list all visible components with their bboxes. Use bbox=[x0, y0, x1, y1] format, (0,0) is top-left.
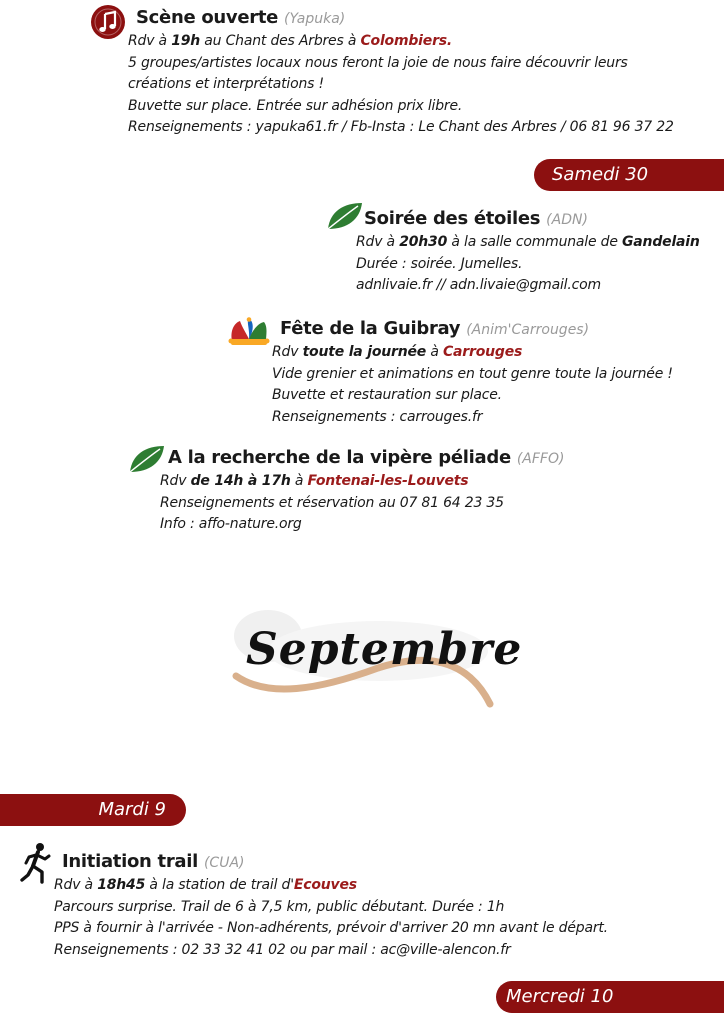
jester-hat-icon bbox=[226, 317, 272, 347]
month-heading bbox=[228, 606, 523, 716]
month-title: Septembre bbox=[246, 624, 523, 675]
event-contact: Renseignements : carrouges.fr bbox=[272, 408, 483, 425]
event-fete-guibray bbox=[272, 317, 673, 428]
event-vipere-peliade bbox=[160, 446, 564, 536]
event-rdv: Rdv à 18h45 à la station de trail d'Ecouves bbox=[54, 877, 357, 893]
event-title: Soirée des étoiles (ADN) bbox=[364, 208, 588, 229]
event-soiree-etoiles bbox=[356, 207, 700, 297]
event-description: Vide grenier et animations en tout genre toute la journée ! bbox=[272, 365, 673, 382]
event-rdv: Rdv de 14h à 17h à Fontenai-les-Louvets bbox=[160, 473, 469, 489]
event-organizer: (Yapuka) bbox=[284, 11, 346, 27]
event-rdv: Rdv à 19h au Chant des Arbres à Colombiers. bbox=[128, 33, 453, 49]
day-tab-mercredi: Mercredi 10 bbox=[496, 981, 724, 1013]
day-tab-mardi: Mardi 9 bbox=[0, 794, 186, 826]
event-contact: Info : affo-nature.org bbox=[160, 516, 302, 533]
event-contact: Renseignements : 02 33 32 41 02 ou par mail : ac@ville-alencon.fr bbox=[54, 941, 511, 958]
event-description: PPS à fournir à l'arrivée - Non-adhérents, prévoir d'arriver 20 mn avant le départ. bbox=[54, 920, 608, 937]
event-initiation-trail bbox=[54, 850, 608, 961]
event-title: A la recherche de la vipère péliade (AFFO) bbox=[168, 447, 565, 468]
event-title: Initiation trail (CUA) bbox=[62, 851, 245, 872]
event-rdv: Rdv à 20h30 à la salle communale de Gandelain bbox=[356, 234, 700, 250]
event-rdv: Rdv toute la journée à Carrouges bbox=[272, 344, 523, 360]
event-organizer: (Anim'Carrouges) bbox=[466, 322, 590, 338]
day-tab-samedi: Samedi 30 bbox=[534, 159, 724, 191]
event-contact: Renseignements : yapuka61.fr / Fb-Insta : Le Chant des Arbres / 06 81 96 37 22 bbox=[128, 119, 674, 136]
music-note-icon bbox=[90, 4, 126, 40]
event-scene-ouverte bbox=[128, 6, 674, 139]
event-description: Parcours surprise. Trail de 6 à 7,5 km, public débutant. Durée : 1h bbox=[54, 898, 505, 915]
event-description: Buvette et restauration sur place. bbox=[272, 387, 502, 404]
event-title: Fête de la Guibray (Anim'Carrouges) bbox=[280, 318, 590, 339]
event-organizer: (CUA) bbox=[203, 855, 245, 871]
event-contact: adnlivaie.fr // adn.livaie@gmail.com bbox=[356, 277, 601, 294]
event-contact: Renseignements et réservation au 07 81 64 23 35 bbox=[160, 494, 504, 511]
event-description: Durée : soirée. Jumelles. bbox=[356, 255, 523, 272]
event-organizer: (ADN) bbox=[546, 212, 588, 228]
event-organizer: (AFFO) bbox=[516, 451, 565, 467]
event-description: créations et interprétations ! bbox=[128, 76, 324, 93]
event-description: 5 groupes/artistes locaux nous feront la joie de nous faire découvrir leurs bbox=[128, 54, 628, 71]
event-title: Scène ouverte (Yapuka) bbox=[136, 7, 346, 28]
runner-icon bbox=[20, 842, 52, 886]
event-description: Buvette sur place. Entrée sur adhésion prix libre. bbox=[128, 97, 463, 114]
